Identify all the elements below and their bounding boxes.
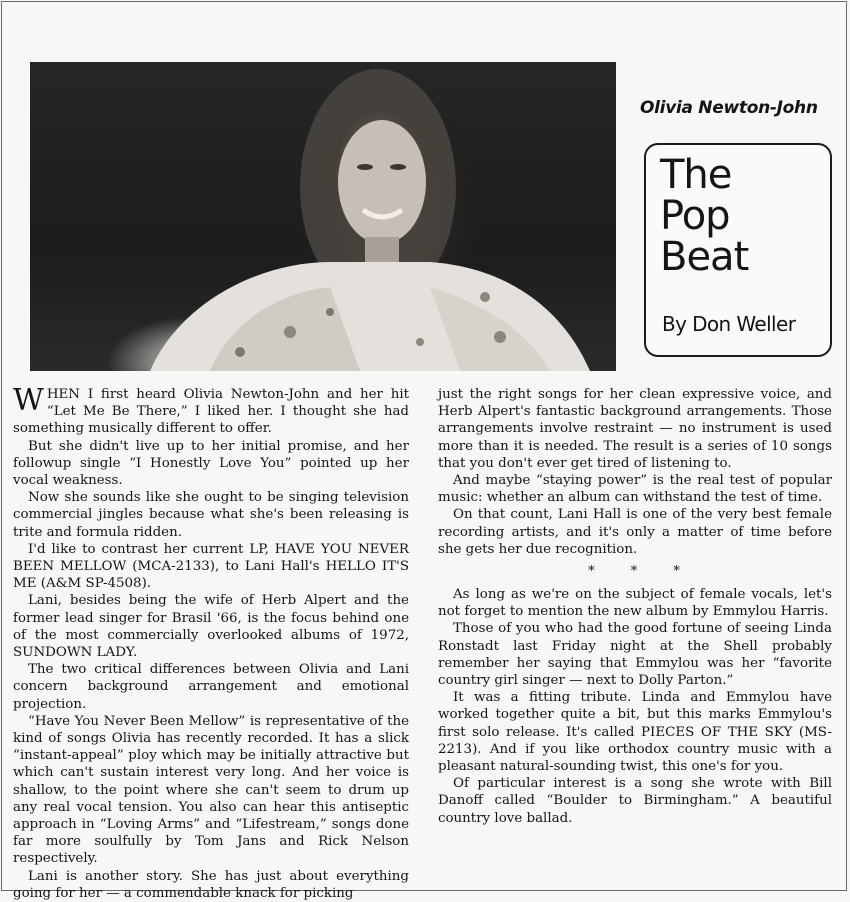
article-paragraph: Lani, besides being the wife of Herb Alpert and the former lead singer for Brasil '66, is the focus behind one of the most commercially overlooked albums of 1972, SUNDOWN LADY. bbox=[13, 593, 409, 661]
kicker-artist-name: Olivia Newton-John bbox=[640, 98, 818, 118]
article-paragraph: And maybe “staying power” is the real test of popular music: whether an album can withstand the test of time. bbox=[438, 473, 832, 506]
column-title bbox=[660, 152, 830, 280]
article-paragraph: The two critical differences between Olivia and Lani concern background arrangement and emotional projection. bbox=[13, 662, 409, 712]
article-column-right bbox=[438, 386, 832, 827]
article-paragraph: Of particular interest is a song she wrote with Bill Danoff called “Boulder to Birmingham.” A beautiful country love ballad. bbox=[438, 776, 832, 826]
artist-photo bbox=[30, 62, 616, 371]
section-separator: * * * bbox=[588, 564, 696, 580]
article-paragraph: As long as we're on the subject of female vocals, let's not forget to mention the new album by Emmylou Harris. bbox=[438, 587, 832, 620]
article-paragraph: Those of you who had the good fortune of seeing Linda Ronstadt last Friday night at the Shell probably remember her saying that Emmylou was her “favorite country girl singer — next to Dolly Parton.” bbox=[438, 621, 832, 689]
drop-cap: W bbox=[13, 383, 44, 418]
column-title-line: Beat bbox=[660, 234, 749, 280]
article-paragraph: It was a fitting tribute. Linda and Emmylou have worked together quite a bit, but this marks Emmylou's first solo release. It's called PIECES OF THE SKY (MS-2213). And if you like orthodox country music with a pleasant natural-sounding twist, this one's for you. bbox=[438, 690, 832, 775]
column-masthead bbox=[644, 143, 832, 357]
article-paragraph bbox=[13, 383, 409, 438]
byline: By Don Weller bbox=[662, 312, 796, 336]
article-paragraph: “Have You Never Been Mellow” is representative of the kind of songs Olivia has recently recorded. It has a slick “instant-appeal” ploy which may be initially attractive but which can't sustain interest very long. And her voice is shallow, to the point where she can't seem to drum up any real vocal tension. You also can hear this antiseptic approach in “Loving Arms” and “Lifestream,” songs done far more soulfully by Tom Jans and Rick Nelson respectively. bbox=[13, 713, 409, 867]
article-paragraph: But she didn't live up to her initial promise, and her followup single “I Honestly Love You” pointed up her vocal weakness. bbox=[13, 438, 409, 489]
column-title-line: Pop bbox=[660, 193, 730, 239]
column-title-line: The bbox=[660, 152, 732, 198]
paragraph-text: HEN I first heard Olivia Newton-John and her hit “Let Me Be There,” I liked her. I thought she had something musically different to offer. bbox=[13, 387, 409, 437]
article-paragraph: Lani is another story. She has just about everything going for her — a commendable knack for picking bbox=[13, 868, 409, 901]
article-column-left bbox=[13, 383, 409, 902]
photo-illustration bbox=[30, 62, 616, 371]
article-paragraph: On that count, Lani Hall is one of the very best female recording artists, and it's only a matter of time before she gets her due recognition. bbox=[438, 507, 832, 557]
article-paragraph: just the right songs for her clean expressive voice, and Herb Alpert's fantastic background arrangements. Those arrangements involve restraint — no instrument is used more than it is needed. The result is a series of 10 songs that you don't ever get tired of listening to. bbox=[438, 387, 832, 471]
article-paragraph: Now she sounds like she ought to be singing television commercial jingles because what she's been releasing is trite and formula ridden. bbox=[13, 490, 409, 540]
article-paragraph: I'd like to contrast her current LP, HAVE YOU NEVER BEEN MELLOW (MCA-2133), to Lani Hall's HELLO IT'S ME (A&M SP-4508). bbox=[13, 541, 409, 592]
